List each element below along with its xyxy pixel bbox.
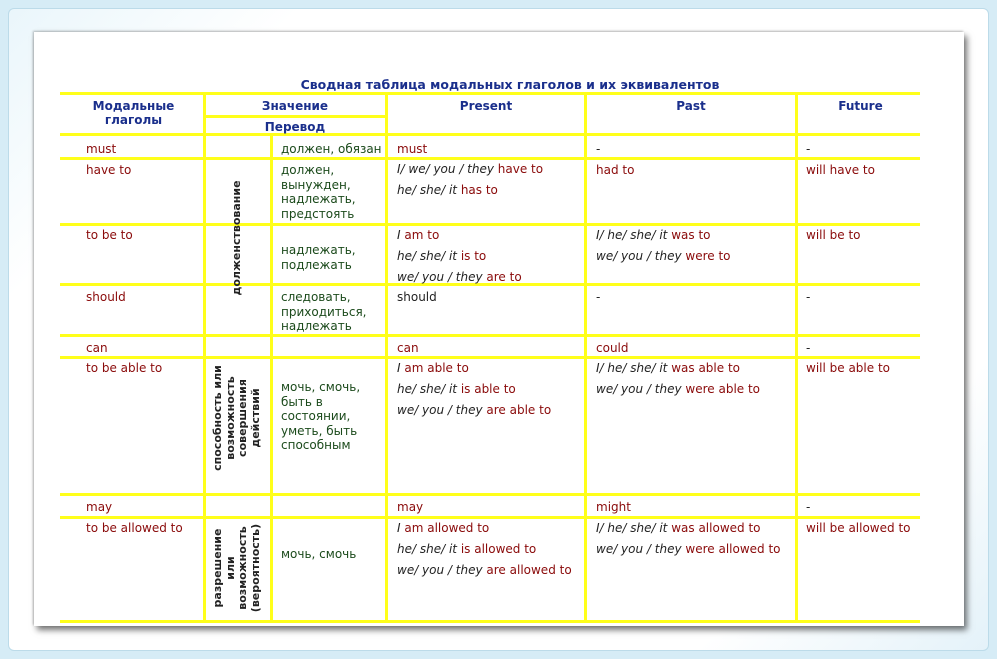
past-cell xyxy=(596,228,731,270)
past-line: we/ you / they were to xyxy=(596,249,731,263)
translation-cell: должен, обязан xyxy=(281,142,382,156)
grid-line xyxy=(270,133,273,623)
grid-line xyxy=(60,133,920,136)
header-future: Future xyxy=(838,99,883,113)
present-line: I am allowed to xyxy=(397,521,490,535)
grid-line xyxy=(584,92,587,623)
grid-line xyxy=(203,92,206,623)
translation-cell: мочь, смочь xyxy=(281,547,357,561)
grid-line xyxy=(60,493,920,496)
grid-line xyxy=(795,92,798,623)
group-label-permission: разрешение или возможность (вероятность) xyxy=(211,523,262,613)
translation-cell: надлежать, подлежать xyxy=(281,243,356,272)
header-translation: Перевод xyxy=(264,120,326,134)
present-line: he/ she/ it is to xyxy=(397,249,487,263)
translation-cell: следовать, приходиться, надлежать xyxy=(281,290,367,333)
past-line: I/ he/ she/ it was allowed to xyxy=(596,521,761,535)
future-cell: will be to xyxy=(806,228,861,242)
past-cell: might xyxy=(596,500,631,514)
grid-line xyxy=(60,157,920,160)
present-cell xyxy=(397,228,522,291)
future-cell: will be able to xyxy=(806,361,890,375)
present-line: we/ you / they are allowed to xyxy=(397,563,572,577)
present-cell: may xyxy=(397,500,424,514)
past-line: I/ he/ she/ it was able to xyxy=(596,361,741,375)
page-title: Сводная таблица модальных глаголов и их эквивалентов xyxy=(300,77,720,92)
grid-line xyxy=(60,356,920,359)
present-cell xyxy=(397,521,572,584)
past-cell: - xyxy=(596,290,601,304)
modal-verb: to be able to xyxy=(86,361,163,375)
present-line: I/ we/ you / they have to xyxy=(397,162,544,176)
modal-verb: should xyxy=(86,290,126,304)
present-line: I am able to xyxy=(397,361,469,375)
present-line: he/ she/ it is able to xyxy=(397,382,516,396)
future-cell: will be allowed to xyxy=(806,521,911,535)
present-line: he/ she/ it has to xyxy=(397,183,498,197)
modal-verb: may xyxy=(86,500,113,514)
past-cell: - xyxy=(596,142,601,156)
past-line: I/ he/ she/ it was to xyxy=(596,228,711,242)
grid-line xyxy=(385,92,388,623)
present-cell xyxy=(397,361,551,424)
present-cell: should xyxy=(397,290,437,304)
past-cell xyxy=(596,521,781,563)
present-line: he/ she/ it is allowed to xyxy=(397,542,537,556)
grid-line xyxy=(205,115,385,118)
modal-verb: can xyxy=(86,341,108,355)
translation-cell: должен, вынужден, надлежать, предстоять xyxy=(281,163,356,221)
past-cell: had to xyxy=(596,163,635,177)
grid-line xyxy=(60,620,920,623)
present-line: we/ you / they are to xyxy=(397,270,522,284)
present-cell: can xyxy=(397,341,419,355)
header-meaning: Значение xyxy=(261,99,329,113)
future-cell: will have to xyxy=(806,163,875,177)
modal-verb: to be to xyxy=(86,228,133,242)
present-line: I am to xyxy=(397,228,440,242)
present-cell xyxy=(397,162,543,204)
header-modal-verbs: Модальные глаголы xyxy=(92,99,175,127)
header-past: Past xyxy=(676,99,706,113)
grid-line xyxy=(60,334,920,337)
grid-line xyxy=(60,223,920,226)
future-cell: - xyxy=(806,500,811,514)
present-line: we/ you / they are able to xyxy=(397,403,552,417)
future-cell: - xyxy=(806,341,811,355)
translation-cell: мочь, смочь, быть в состоянии, уметь, быть способным xyxy=(281,380,361,452)
future-cell: - xyxy=(806,142,811,156)
grid-line xyxy=(60,516,920,519)
past-cell xyxy=(596,361,760,403)
grid-line xyxy=(60,92,920,95)
present-cell: must xyxy=(397,142,428,156)
modal-verb: have to xyxy=(86,163,132,177)
header-present: Present xyxy=(459,99,513,113)
modal-verb: to be allowed to xyxy=(86,521,183,535)
past-line: we/ you / they were able to xyxy=(596,382,761,396)
modal-verb: must xyxy=(86,142,117,156)
past-line: we/ you / they were allowed to xyxy=(596,542,781,556)
group-label-obligation: долженствование xyxy=(229,180,243,296)
future-cell: - xyxy=(806,290,811,304)
past-cell: could xyxy=(596,341,629,355)
group-label-ability: способность или возможность совершения действий xyxy=(211,365,262,471)
